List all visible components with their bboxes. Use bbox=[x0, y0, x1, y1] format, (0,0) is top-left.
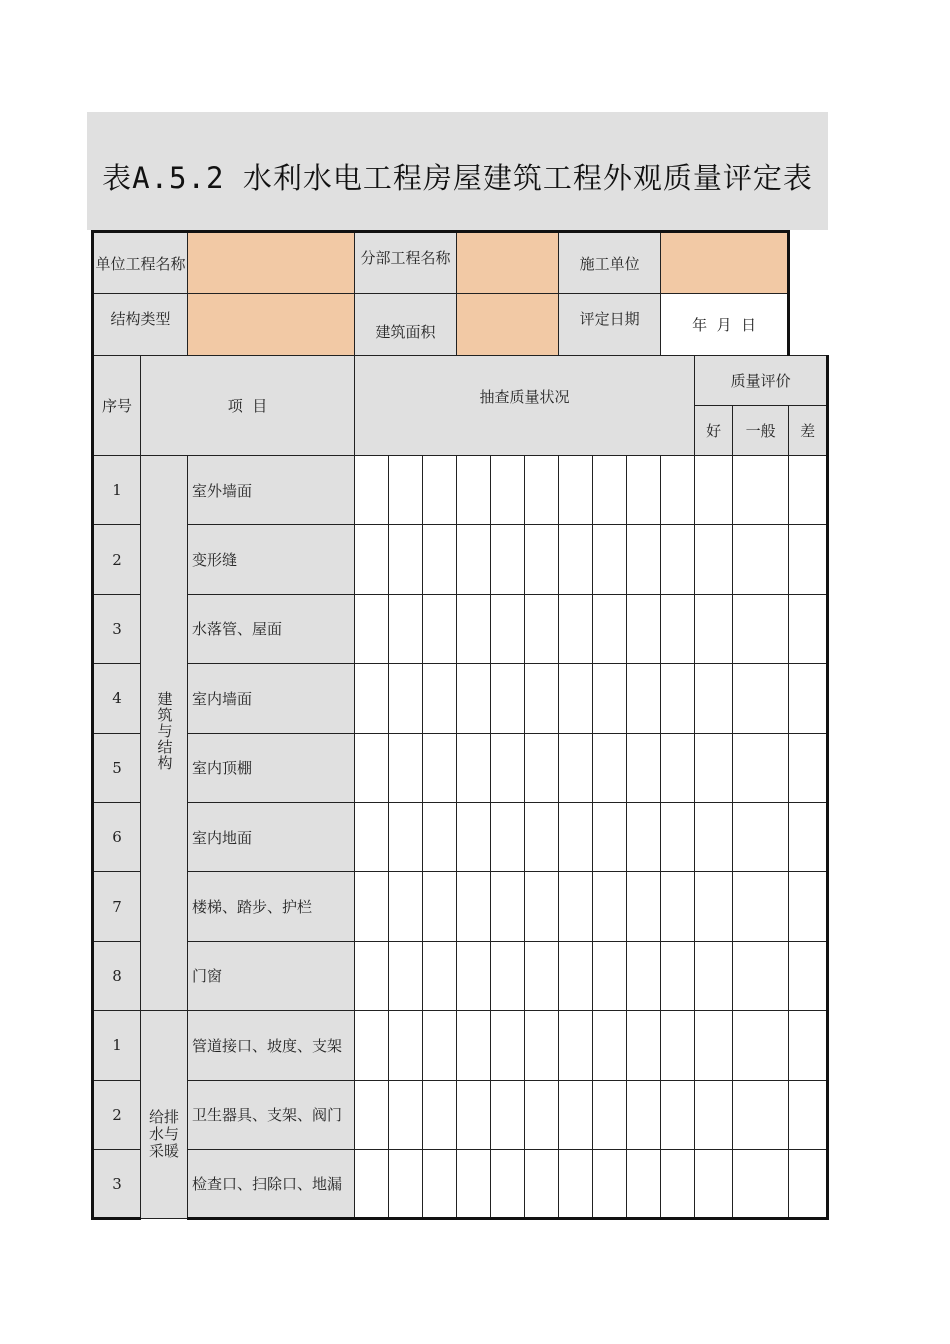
table-row bbox=[93, 456, 828, 525]
inspection-cell[interactable] bbox=[627, 872, 661, 941]
inspection-cell[interactable] bbox=[593, 664, 627, 733]
inspection-cell[interactable] bbox=[525, 456, 559, 525]
inspection-cell[interactable] bbox=[355, 802, 389, 871]
item-header: 项 目 bbox=[141, 356, 355, 456]
good-cell[interactable] bbox=[695, 456, 733, 525]
item-name-cell: 检查口、扫除口、地漏 bbox=[188, 1149, 355, 1218]
inspection-cell[interactable] bbox=[559, 1011, 593, 1080]
evaluation-table bbox=[91, 230, 829, 1220]
inspection-cell[interactable] bbox=[627, 941, 661, 1010]
inspection-cell[interactable] bbox=[627, 594, 661, 663]
item-name-cell: 室内墙面 bbox=[188, 664, 355, 733]
inspection-cell[interactable] bbox=[525, 594, 559, 663]
item-name-cell: 室内地面 bbox=[188, 802, 355, 871]
structure-type-value[interactable] bbox=[188, 294, 355, 356]
inspection-cell[interactable] bbox=[627, 802, 661, 871]
inspection-cell[interactable] bbox=[525, 664, 559, 733]
inspection-cell[interactable] bbox=[559, 802, 593, 871]
item-name-cell: 管道接口、坡度、支架 bbox=[188, 1011, 355, 1080]
table-row bbox=[93, 802, 828, 871]
good-header: 好 bbox=[695, 406, 733, 456]
good-cell[interactable] bbox=[695, 802, 733, 871]
seq-cell: 7 bbox=[93, 872, 141, 941]
inspection-cell[interactable] bbox=[457, 733, 491, 802]
inspection-cell[interactable] bbox=[457, 456, 491, 525]
inspection-cell[interactable] bbox=[559, 456, 593, 525]
inspection-cell[interactable] bbox=[627, 1149, 661, 1218]
sub-project-value[interactable] bbox=[457, 232, 559, 294]
item-name-cell: 楼梯、踏步、护栏 bbox=[188, 872, 355, 941]
inspection-cell[interactable] bbox=[525, 733, 559, 802]
inspection-cell[interactable] bbox=[423, 1080, 457, 1149]
seq-header: 序号 bbox=[93, 356, 141, 456]
fair-cell[interactable] bbox=[733, 872, 789, 941]
inspection-cell[interactable] bbox=[593, 872, 627, 941]
eval-date-label: 评定日期 bbox=[559, 294, 661, 356]
inspection-cell[interactable] bbox=[661, 1080, 695, 1149]
fair-cell[interactable] bbox=[733, 456, 789, 525]
table-row bbox=[93, 664, 828, 733]
inspection-cell[interactable] bbox=[627, 733, 661, 802]
inspection-cell[interactable] bbox=[661, 456, 695, 525]
unit-project-label: 单位工程名称 bbox=[93, 232, 188, 294]
poor-cell[interactable] bbox=[789, 872, 828, 941]
building-area-value[interactable] bbox=[457, 294, 559, 356]
inspection-cell[interactable] bbox=[457, 594, 491, 663]
inspection-cell[interactable] bbox=[491, 456, 525, 525]
inspection-cell[interactable] bbox=[627, 1011, 661, 1080]
item-name-cell: 卫生器具、支架、阀门 bbox=[188, 1080, 355, 1149]
poor-cell[interactable] bbox=[789, 525, 828, 594]
inspection-cell[interactable] bbox=[525, 1080, 559, 1149]
good-cell[interactable] bbox=[695, 664, 733, 733]
quality-header: 质量评价 bbox=[695, 356, 828, 406]
inspection-cell[interactable] bbox=[389, 941, 423, 1010]
inspection-cell[interactable] bbox=[389, 1080, 423, 1149]
inspection-cell[interactable] bbox=[389, 664, 423, 733]
inspection-cell[interactable] bbox=[593, 733, 627, 802]
table-row bbox=[93, 733, 828, 802]
seq-cell: 1 bbox=[93, 456, 141, 525]
poor-cell[interactable] bbox=[789, 594, 828, 663]
poor-cell[interactable] bbox=[789, 941, 828, 1010]
contractor-value[interactable] bbox=[661, 232, 789, 294]
table-row bbox=[93, 941, 828, 1010]
fair-cell[interactable] bbox=[733, 664, 789, 733]
inspection-cell[interactable] bbox=[627, 525, 661, 594]
inspection-cell[interactable] bbox=[457, 872, 491, 941]
inspection-cell[interactable] bbox=[593, 456, 627, 525]
poor-cell[interactable] bbox=[789, 1149, 828, 1218]
group-cell bbox=[141, 1011, 188, 1219]
poor-header: 差 bbox=[789, 406, 828, 456]
inspection-header: 抽查质量状况 bbox=[355, 356, 695, 456]
inspection-cell[interactable] bbox=[457, 664, 491, 733]
inspection-cell[interactable] bbox=[423, 872, 457, 941]
inspection-cell[interactable] bbox=[525, 1011, 559, 1080]
fair-cell[interactable] bbox=[733, 1011, 789, 1080]
inspection-cell[interactable] bbox=[593, 1080, 627, 1149]
inspection-cell[interactable] bbox=[559, 525, 593, 594]
inspection-cell[interactable] bbox=[627, 1080, 661, 1149]
building-area-label: 建筑面积 bbox=[355, 294, 457, 356]
seq-cell: 8 bbox=[93, 941, 141, 1010]
fair-cell[interactable] bbox=[733, 802, 789, 871]
inspection-cell[interactable] bbox=[593, 1149, 627, 1218]
good-cell[interactable] bbox=[695, 872, 733, 941]
inspection-cell[interactable] bbox=[593, 941, 627, 1010]
inspection-cell[interactable] bbox=[627, 456, 661, 525]
group-label: 建筑与结构 bbox=[155, 691, 174, 772]
table-row bbox=[93, 1011, 828, 1080]
inspection-cell[interactable] bbox=[525, 941, 559, 1010]
inspection-cell[interactable] bbox=[661, 941, 695, 1010]
inspection-cell[interactable] bbox=[423, 733, 457, 802]
poor-cell[interactable] bbox=[789, 456, 828, 525]
inspection-cell[interactable] bbox=[389, 525, 423, 594]
inspection-cell[interactable] bbox=[491, 525, 525, 594]
inspection-cell[interactable] bbox=[661, 802, 695, 871]
inspection-cell[interactable] bbox=[661, 1011, 695, 1080]
fair-cell[interactable] bbox=[733, 594, 789, 663]
inspection-cell[interactable] bbox=[423, 594, 457, 663]
inspection-cell[interactable] bbox=[423, 802, 457, 871]
seq-cell: 3 bbox=[93, 594, 141, 663]
poor-cell[interactable] bbox=[789, 1011, 828, 1080]
inspection-cell[interactable] bbox=[389, 456, 423, 525]
inspection-cell[interactable] bbox=[389, 1011, 423, 1080]
item-name-cell: 变形缝 bbox=[188, 525, 355, 594]
seq-cell: 5 bbox=[93, 733, 141, 802]
inspection-cell[interactable] bbox=[389, 594, 423, 663]
inspection-cell[interactable] bbox=[559, 733, 593, 802]
inspection-cell[interactable] bbox=[593, 802, 627, 871]
inspection-cell[interactable] bbox=[491, 1080, 525, 1149]
inspection-cell[interactable] bbox=[661, 872, 695, 941]
inspection-cell[interactable] bbox=[593, 1011, 627, 1080]
inspection-cell[interactable] bbox=[525, 525, 559, 594]
inspection-cell[interactable] bbox=[355, 456, 389, 525]
inspection-cell[interactable] bbox=[423, 456, 457, 525]
inspection-cell[interactable] bbox=[525, 872, 559, 941]
inspection-cell[interactable] bbox=[457, 1149, 491, 1218]
fair-header: 一般 bbox=[733, 406, 789, 456]
title-band bbox=[87, 112, 828, 230]
inspection-cell[interactable] bbox=[389, 733, 423, 802]
inspection-cell[interactable] bbox=[457, 941, 491, 1010]
inspection-cell[interactable] bbox=[355, 733, 389, 802]
poor-cell[interactable] bbox=[789, 802, 828, 871]
good-cell[interactable] bbox=[695, 1011, 733, 1080]
seq-cell: 4 bbox=[93, 664, 141, 733]
item-name-cell: 水落管、屋面 bbox=[188, 594, 355, 663]
good-cell[interactable] bbox=[695, 941, 733, 1010]
eval-date-value[interactable]: 年 月 日 bbox=[661, 294, 789, 356]
inspection-cell[interactable] bbox=[661, 525, 695, 594]
inspection-cell[interactable] bbox=[389, 1149, 423, 1218]
seq-cell: 1 bbox=[93, 1011, 141, 1080]
inspection-cell[interactable] bbox=[355, 594, 389, 663]
good-cell[interactable] bbox=[695, 525, 733, 594]
inspection-cell[interactable] bbox=[491, 733, 525, 802]
inspection-cell[interactable] bbox=[423, 941, 457, 1010]
inspection-cell[interactable] bbox=[423, 664, 457, 733]
inspection-cell[interactable] bbox=[457, 525, 491, 594]
inspection-cell[interactable] bbox=[661, 1149, 695, 1218]
item-name-cell: 室内顶棚 bbox=[188, 733, 355, 802]
seq-cell: 6 bbox=[93, 802, 141, 871]
inspection-cell[interactable] bbox=[593, 594, 627, 663]
poor-cell[interactable] bbox=[789, 733, 828, 802]
inspection-cell[interactable] bbox=[355, 941, 389, 1010]
fair-cell[interactable] bbox=[733, 525, 789, 594]
inspection-cell[interactable] bbox=[355, 525, 389, 594]
inspection-cell[interactable] bbox=[389, 802, 423, 871]
item-name-cell: 室外墙面 bbox=[188, 456, 355, 525]
inspection-cell[interactable] bbox=[525, 1149, 559, 1218]
inspection-cell[interactable] bbox=[355, 1149, 389, 1218]
inspection-cell[interactable] bbox=[559, 872, 593, 941]
seq-cell: 2 bbox=[93, 525, 141, 594]
table-row bbox=[93, 525, 828, 594]
inspection-cell[interactable] bbox=[559, 594, 593, 663]
inspection-cell[interactable] bbox=[491, 802, 525, 871]
item-name-cell: 门窗 bbox=[188, 941, 355, 1010]
table-row bbox=[93, 1149, 828, 1218]
inspection-cell[interactable] bbox=[491, 594, 525, 663]
inspection-cell[interactable] bbox=[355, 1011, 389, 1080]
inspection-cell[interactable] bbox=[491, 664, 525, 733]
sub-project-label: 分部工程名称 bbox=[355, 232, 457, 294]
group-cell bbox=[141, 456, 188, 1011]
inspection-cell[interactable] bbox=[491, 1011, 525, 1080]
inspection-cell[interactable] bbox=[355, 872, 389, 941]
seq-cell: 2 bbox=[93, 1080, 141, 1149]
inspection-cell[interactable] bbox=[355, 1080, 389, 1149]
table-row bbox=[93, 872, 828, 941]
good-cell[interactable] bbox=[695, 1149, 733, 1218]
inspection-cell[interactable] bbox=[423, 525, 457, 594]
poor-cell[interactable] bbox=[789, 1080, 828, 1149]
inspection-cell[interactable] bbox=[457, 1080, 491, 1149]
inspection-cell[interactable] bbox=[457, 1011, 491, 1080]
inspection-cell[interactable] bbox=[661, 594, 695, 663]
inspection-cell[interactable] bbox=[389, 872, 423, 941]
inspection-cell[interactable] bbox=[559, 941, 593, 1010]
inspection-cell[interactable] bbox=[661, 733, 695, 802]
inspection-cell[interactable] bbox=[355, 664, 389, 733]
fair-cell[interactable] bbox=[733, 733, 789, 802]
good-cell[interactable] bbox=[695, 594, 733, 663]
good-cell[interactable] bbox=[695, 733, 733, 802]
unit-project-value[interactable] bbox=[188, 232, 355, 294]
inspection-cell[interactable] bbox=[627, 664, 661, 733]
inspection-cell[interactable] bbox=[457, 802, 491, 871]
seq-cell: 3 bbox=[93, 1149, 141, 1218]
inspection-cell[interactable] bbox=[593, 525, 627, 594]
inspection-cell[interactable] bbox=[559, 1149, 593, 1218]
poor-cell[interactable] bbox=[789, 664, 828, 733]
inspection-cell[interactable] bbox=[491, 872, 525, 941]
inspection-cell[interactable] bbox=[559, 664, 593, 733]
inspection-cell[interactable] bbox=[491, 941, 525, 1010]
fair-cell[interactable] bbox=[733, 1080, 789, 1149]
group-label: 给排水与采暖 bbox=[148, 1107, 179, 1161]
page-title: 表A.5.2 水利水电工程房屋建筑工程外观质量评定表 bbox=[102, 161, 813, 195]
inspection-cell[interactable] bbox=[491, 1149, 525, 1218]
fair-cell[interactable] bbox=[733, 1149, 789, 1218]
contractor-label: 施工单位 bbox=[559, 232, 661, 294]
table-row bbox=[93, 594, 828, 663]
structure-type-label: 结构类型 bbox=[93, 294, 188, 356]
good-cell[interactable] bbox=[695, 1080, 733, 1149]
inspection-cell[interactable] bbox=[559, 1080, 593, 1149]
inspection-cell[interactable] bbox=[661, 664, 695, 733]
inspection-cell[interactable] bbox=[525, 802, 559, 871]
inspection-cell[interactable] bbox=[423, 1011, 457, 1080]
fair-cell[interactable] bbox=[733, 941, 789, 1010]
table-row bbox=[93, 1080, 828, 1149]
inspection-cell[interactable] bbox=[423, 1149, 457, 1218]
